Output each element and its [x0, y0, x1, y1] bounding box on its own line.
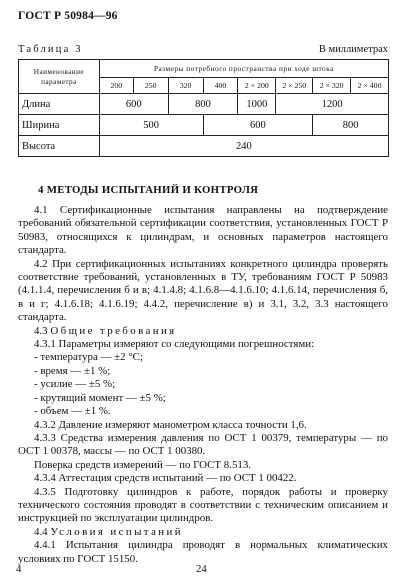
list-item: - объем — ±1 %. [34, 405, 111, 418]
row-label: Длина [19, 94, 100, 115]
page-number-center: 24 [196, 563, 207, 575]
paragraph-4-4-1: 4.4.1 Испытания цилиндра проводят в нормальных климатических условиях по ГОСТ 15150. [18, 539, 388, 565]
subsection-title: Общие требования [50, 324, 177, 337]
table-row [19, 94, 389, 115]
table-cell: 600 [99, 94, 168, 115]
paragraph-4-1: 4.1 Сертификационные испытания направлены на подтверждение требований обязательной сертификации соответствия, установленных ГОСТ Р 50983, относящихся к цилиндрам, и основных параметров настоящего стандарта. [18, 204, 388, 257]
paragraph-4-3-1: 4.3.1 Параметры измеряют со следующими погрешностями: [34, 338, 315, 351]
subsection-title: Условия испытаний [50, 525, 183, 538]
header-space-group: Размеры потребного пространства при ходе штока [99, 60, 388, 78]
row-label: Ширина [19, 115, 100, 136]
table-cell: 1200 [276, 94, 389, 115]
row-label: Высота [19, 136, 100, 157]
table-row [19, 115, 389, 136]
paragraph-4-3-3-verification: Поверка средств измерений — по ГОСТ 8.513. [34, 458, 252, 471]
column-header: 2 × 250 [276, 78, 313, 94]
paragraph-4-2: 4.2 При сертификационных испытаниях конкретного цилиндра проверять соответствие требований, установленных в ТУ, требованиям ГОСТ Р 50983 (4.1.1.4, перечисления б и в; 4.1.4.8; 4.1.6.8—4.1.6.10; 4.1.6.14, перечисления б, в и г; 4.1.6.18; 4.1.6.19; 4.4.2, перечисление в) и 3.1, 3.2, 3.3 настоящего стандарта. [18, 257, 388, 324]
column-header: 200 [99, 78, 133, 94]
table-caption: Таблица 3 [18, 44, 83, 55]
paragraph-4-3-5: 4.3.5 Подготовку цилиндров к работе, порядок работы и проверку технического состояния проводят в соответствии с техническим описанием и инструкцией по эксплуатации цилиндров. [18, 485, 388, 525]
header-parameter-name: Наименование параметра [19, 60, 100, 94]
table-cell: 240 [99, 136, 388, 157]
list-item: - время — ±1 %; [34, 364, 111, 377]
table-cell: 800 [313, 115, 389, 136]
subsection-4-3-heading [18, 325, 388, 338]
table-row [19, 136, 389, 157]
table-cell: 600 [203, 115, 313, 136]
column-header: 2 × 200 [238, 78, 276, 94]
column-header: 250 [133, 78, 168, 94]
section-title: 4 МЕТОДЫ ИСПЫТАНИЙ И КОНТРОЛЯ [38, 184, 259, 196]
paragraph-4-3-2: 4.3.2 Давление измеряют манометром класса точности 1,6. [34, 418, 307, 431]
document-header: ГОСТ Р 50984—96 [18, 10, 118, 22]
table-cell: 500 [99, 115, 203, 136]
table-cell: 800 [168, 94, 238, 115]
column-header: 2 × 320 [313, 78, 351, 94]
list-item: - температура — ±2 °С; [34, 351, 143, 364]
paragraph-4-3-4: 4.3.4 Аттестация средств испытаний — по ОСТ 1 00422. [34, 472, 297, 485]
column-header: 2 × 400 [351, 78, 389, 94]
paragraph-4-3-3: 4.3.3 Средства измерения давления по ОСТ 1 00379, температуры — по ОСТ 1 00378, массы — по ОСТ 1 00380. [18, 431, 388, 458]
table-cell: 1000 [238, 94, 276, 115]
table-units: В миллиметрах [318, 44, 388, 55]
page-number-left: 4 [16, 563, 22, 575]
list-item: - крутящий момент — ±5 %; [34, 391, 166, 404]
list-item: - усилие — ±5 %; [34, 378, 116, 391]
dimensions-table [18, 59, 389, 157]
column-header: 400 [203, 78, 238, 94]
section-body [18, 204, 388, 566]
subsection-number: 4.4 [34, 525, 48, 538]
column-header: 320 [168, 78, 203, 94]
subsection-number: 4.3 [34, 324, 48, 337]
subsection-4-4-heading [18, 526, 388, 539]
